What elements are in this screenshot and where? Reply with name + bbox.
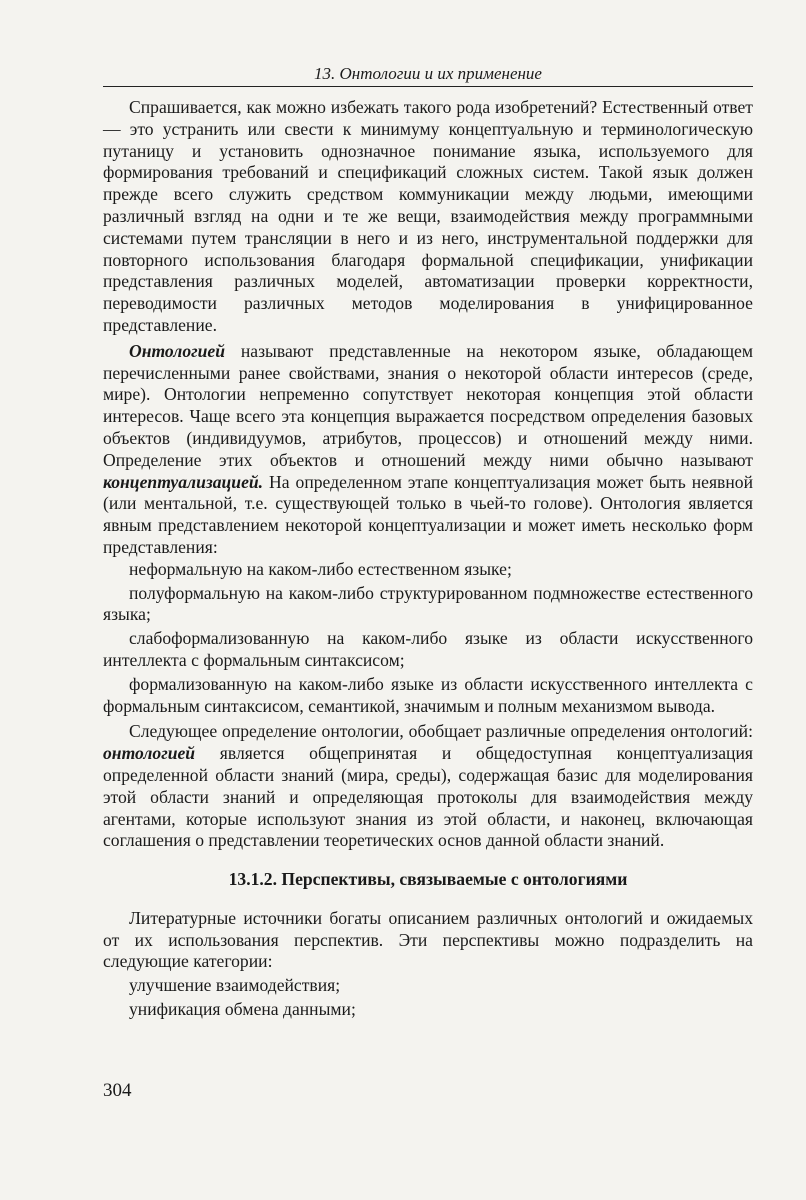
page-number: 304 bbox=[103, 1080, 132, 1101]
running-title: 13. Онтологии и их применение bbox=[314, 64, 542, 83]
header-rule bbox=[103, 86, 753, 87]
form-item: формализованную на каком-либо языке из области искусственного интеллекта с формальным синтаксисом, семантикой, значимым и полным механизмом вывода. bbox=[103, 673, 753, 716]
category-item: улучшение взаимодействия; bbox=[129, 975, 341, 996]
term-ontology: Онтологией bbox=[129, 340, 225, 361]
paragraph-1: Спрашивается, как можно избежать такого рода изобретений? Естественный ответ — это устранить или свести к минимуму концептуальную и терминологическую путаницу и установить однозначное понимание языка, используемого для формирования требований и спецификаций сложных систем. Такой язык должен прежде всего служить средством коммуникации между людьми, имеющими различный взгляд на одни и те же вещи, взаимодействия между программными системами путем трансляции в него и из него, инструментальной поддержки для повторного использования благодаря формальной спецификации, унификации представления различных моделей, автоматизации проверки корректности, переводимости различных методов моделирования в унифицированное представление. bbox=[103, 97, 753, 335]
paragraph-2-text-a: называют представленные на некотором языке, обладающем перечисленными ранее свойствами, знания о некоторой области интересов (среде, мире). Онтологии непременно сопутствует некоторая концепция этой области интересов. Чаще всего эта концепция выражается посредством определения базовых объектов (индивидуумов, атрибутов, процессов) и отношений между ними. Определение этих объектов и отношений между ними обычно называют bbox=[103, 340, 753, 470]
paragraph-3-text-a: Следующее определение онтологии, обобщает различные определения онтологий: bbox=[129, 721, 753, 742]
term-ontology-definition: онтологией bbox=[103, 743, 196, 764]
paragraph-2-text-b: На определенном этапе концептуализация может быть неявной (или ментальной, т.е. существующей только в чьей-то голове). Онтология является явным представлением некоторой концептуализации и может иметь несколько форм представления: bbox=[103, 471, 753, 557]
form-item: слабоформализованную на каком-либо языке из области искусственного интеллекта с формальным синтаксисом; bbox=[103, 628, 753, 670]
section-intro: Литературные источники богаты описанием различных онтологий и ожидаемых от их использования перспектив. Эти перспективы можно подразделить на следующие категории: bbox=[103, 907, 753, 972]
paragraph-2 bbox=[103, 341, 753, 559]
paragraph-3-text-b: является общепринятая и общедоступная концептуализация определенной области знаний (мира, среды), содержащая базис для моделирования этой области знаний и определяющая протоколы для взаимодействия между агентами, которые используют знания из этой области, и наконец, включающая соглашения о представлении теоретических основ данной области знаний. bbox=[103, 743, 753, 851]
paragraph-3 bbox=[103, 721, 753, 852]
section-heading: 13.1.2. Перспективы, связываемые с онтологиями bbox=[228, 869, 628, 890]
form-item: полуформальную на каком-либо структурированном подмножестве естественного языка; bbox=[103, 582, 753, 625]
term-conceptualization: концептуализацией. bbox=[103, 471, 264, 492]
form-item: неформальную на каком-либо естественном языке; bbox=[129, 558, 512, 579]
body-text bbox=[103, 97, 753, 1021]
category-item: унификация обмена данными; bbox=[129, 999, 356, 1020]
